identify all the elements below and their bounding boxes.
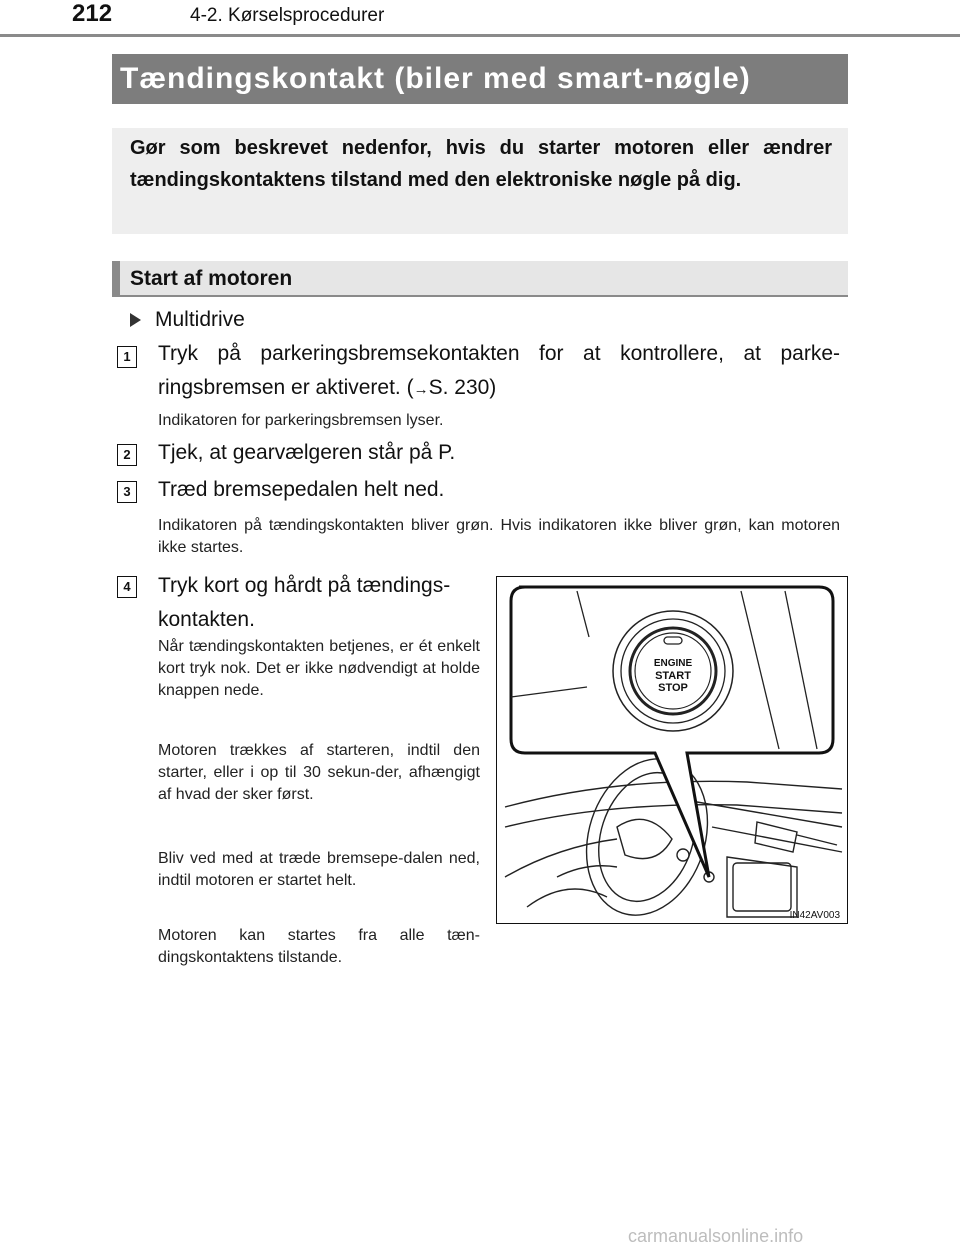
figure-code: IN42AV003 — [789, 910, 840, 921]
step-4-note-1: Når tændingskontakten betjenes, er ét enkelt kort tryk nok. Det er ikke nødvendigt at holde knappen nede. — [158, 638, 480, 699]
dashboard-illustration — [497, 577, 846, 922]
page-title: Tændingskontakt (biler med smart-nøgle) — [120, 62, 751, 95]
page-number: 212 — [72, 0, 113, 27]
step-4-note-3: Bliv ved med at træde bremsepe-dalen ned, indtil motoren er startet helt. — [158, 850, 480, 889]
step-number-3: 3 — [117, 481, 137, 503]
step-4-text: Tryk kort og hårdt på tændings-kontakten. — [158, 574, 451, 631]
button-label-start: START — [655, 670, 691, 682]
step-number-2: 2 — [117, 444, 137, 466]
header-divider — [0, 34, 960, 37]
arrow-icon: → — [413, 381, 429, 398]
step-4-note-2: Motoren trækkes af starteren, indtil den starter, eller i op til 30 sekun-der, afhængigt af hvad der sker først. — [158, 742, 480, 803]
step-2-text: Tjek, at gearvælgeren står på P. — [158, 441, 456, 464]
step-1-note: Indikatoren for parkeringsbremsen lyser. — [158, 412, 444, 429]
button-label-engine: ENGINE — [653, 658, 693, 669]
watermark: carmanualsonline.info — [628, 1226, 804, 1246]
figure-engine-start-button — [496, 576, 848, 924]
button-label-stop: STOP — [658, 682, 688, 694]
subsection-accent — [112, 261, 120, 297]
intro-text: Gør som beskrevet nedenfor, hvis du starter motoren eller ændrer tændingskontaktens tilstand med den elektroniske nøgle på dig. — [130, 137, 832, 191]
variant-bullet — [130, 306, 245, 334]
step-1-instruction: Tryk på parkeringsbremsekontakten for at kontrollere, at parke-ringsbremsen er aktiveret. ( — [158, 342, 840, 399]
subsection-title: Start af motoren — [130, 267, 293, 290]
step-1-text — [158, 337, 840, 407]
variant-label: Multidrive — [155, 308, 245, 331]
step-number-1: 1 — [117, 346, 137, 368]
step-number-4: 4 — [117, 576, 137, 598]
step-3-note: Indikatoren på tændingskontakten bliver grøn. Hvis indikatoren ikke bliver grøn, kan motoren ikke startes. — [158, 517, 840, 556]
section-title: 4-2. Kørselsprocedurer — [190, 5, 385, 26]
triangle-bullet-icon — [130, 313, 141, 327]
step-1-reference[interactable]: S. 230) — [428, 376, 497, 399]
step-4-note-4: Motoren kan startes fra alle tæn-dingskontaktens tilstande. — [158, 927, 480, 966]
step-3-text: Træd bremsepedalen helt ned. — [158, 478, 445, 501]
